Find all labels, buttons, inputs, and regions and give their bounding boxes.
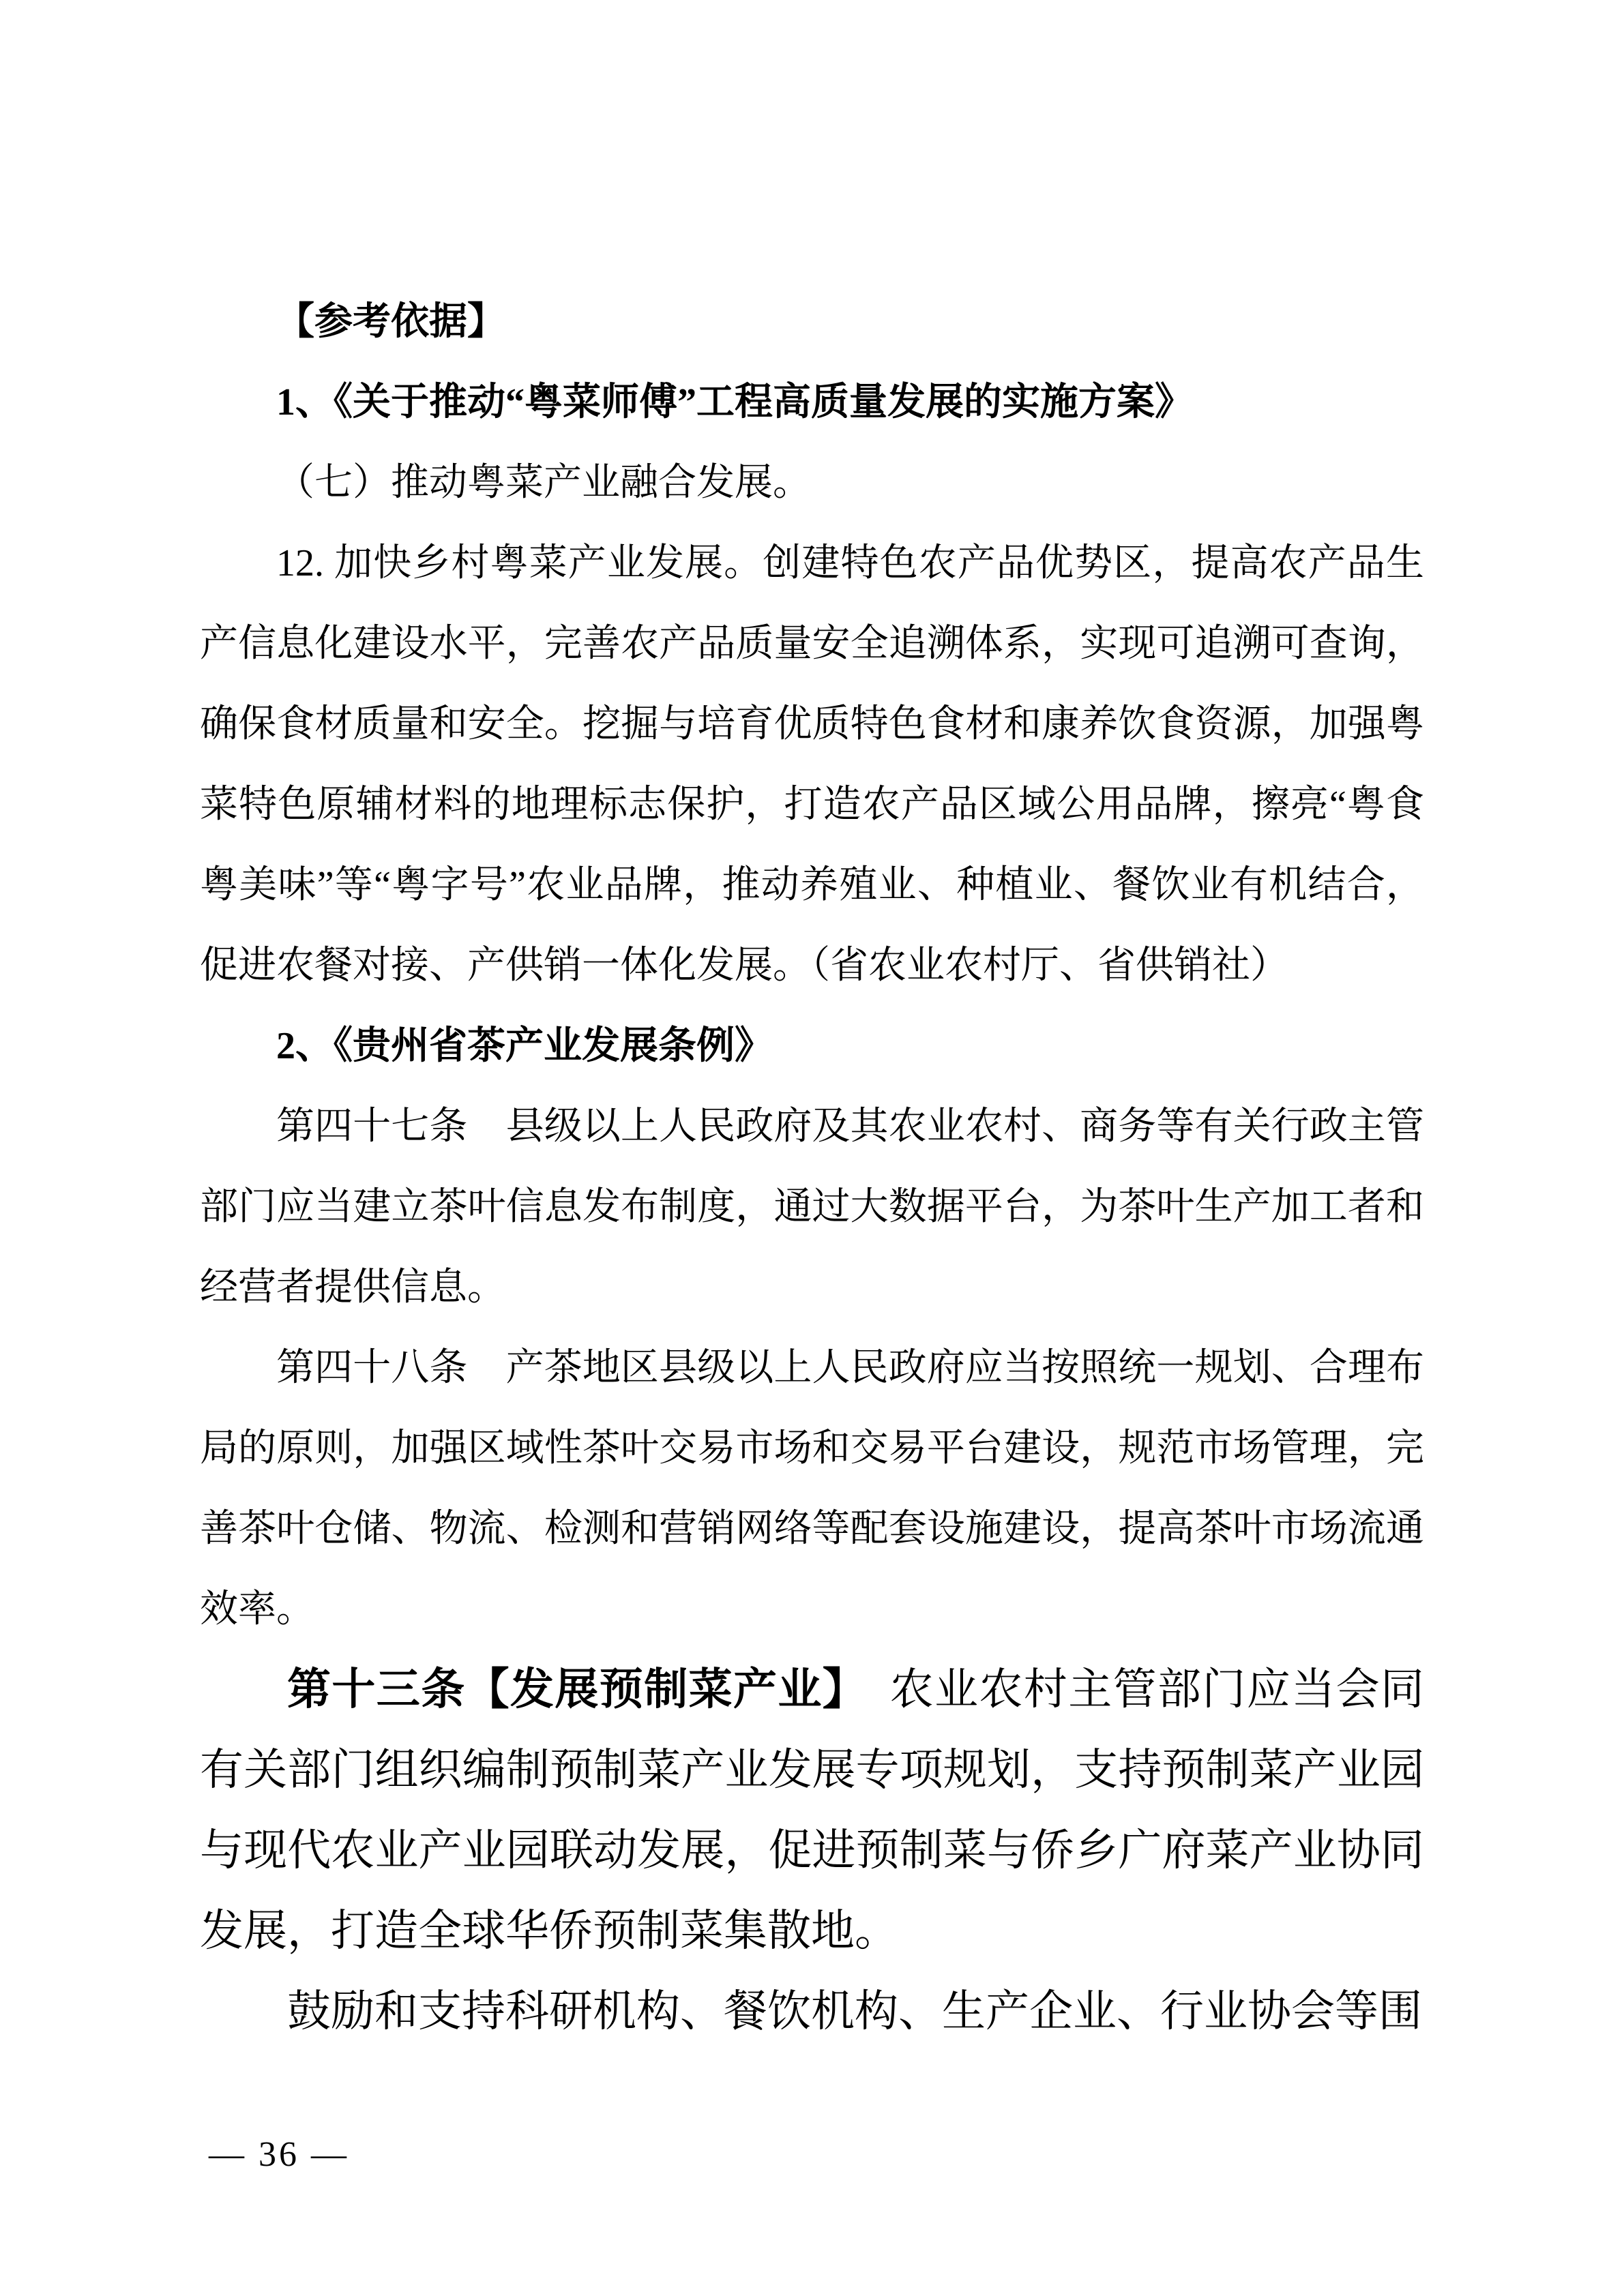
article-48-line-4: 效率。 <box>200 1588 314 1630</box>
article-48-line-2: 局的原则，加强区域性茶叶交易市场和交易平台建设，规范市场管理，完 <box>200 1427 1424 1470</box>
paragraph-12-line-2: 产信息化建设水平，完善农产品质量安全追溯体系，实现可追溯可查询， <box>200 623 1424 665</box>
encourage-paragraph-line-1: 鼓励和支持科研机构、餐饮机构、生产企业、行业协会等围 <box>287 1987 1422 2036</box>
article-13-heading: 第十三条【发展预制菜产业】 <box>287 1665 846 1714</box>
reference-doc-1-title: 1、《关于推动“粤菜师傅”工程高质量发展的实施方案》 <box>276 381 1193 423</box>
article-13-line-2: 有关部门组织编制预制菜产业发展专项规划，支持预制菜产业园 <box>200 1746 1424 1794</box>
paragraph-12-line-1: 12. 加快乡村粤菜产业发展。创建特色农产品优势区，提高农产品生 <box>276 542 1424 584</box>
paragraph-12-line-6: 促进农餐对接、产供销一体化发展。（省农业农村厅、省供销社） <box>200 944 1288 987</box>
reference-basis-heading: 【参考依据】 <box>276 301 505 343</box>
article-13-line-1 <box>200 1650 1424 1730</box>
paragraph-12-line-4: 菜特色原辅材料的地理标志保护，打造农产品区域公用品牌，擦亮“粤食 <box>200 784 1424 826</box>
article-48-line-1: 第四十八条 产茶地区县级以上人民政府应当按照统一规划、合理布 <box>276 1347 1424 1389</box>
article-47-line-2: 部门应当建立茶叶信息发布制度，通过大数据平台，为茶叶生产加工者和 <box>200 1186 1424 1228</box>
document-body <box>200 282 1424 2052</box>
paragraph-12-line-3: 确保食材质量和安全。挖掘与培育优质特色食材和康养饮食资源，加强粤 <box>200 703 1424 745</box>
article-13-line-4: 发展，打造全球华侨预制菜集散地。 <box>200 1907 898 1955</box>
article-13-line-3: 与现代农业产业园联动发展，促进预制菜与侨乡广府菜产业协同 <box>200 1826 1424 1875</box>
article-13-body-start: 农业农村主管部门应当会同 <box>845 1665 1425 1714</box>
article-47-line-1: 第四十七条 县级以上人民政府及其农业农村、商务等有关行政主管 <box>276 1105 1424 1148</box>
article-48-line-3: 善茶叶仓储、物流、检测和营销网络等配套设施建设，提高茶叶市场流通 <box>200 1508 1424 1550</box>
reference-doc-2-title: 2、《贵州省茶产业发展条例》 <box>276 1025 773 1067</box>
article-47-line-3: 经营者提供信息。 <box>200 1266 505 1309</box>
paragraph-12-line-5: 粤美味”等“粤字号”农业品牌，推动养殖业、种植业、餐饮业有机结合， <box>200 864 1424 906</box>
page-number: — 36 — <box>209 2135 349 2174</box>
clause-7-line: （七）推动粤菜产业融合发展。 <box>276 462 811 504</box>
